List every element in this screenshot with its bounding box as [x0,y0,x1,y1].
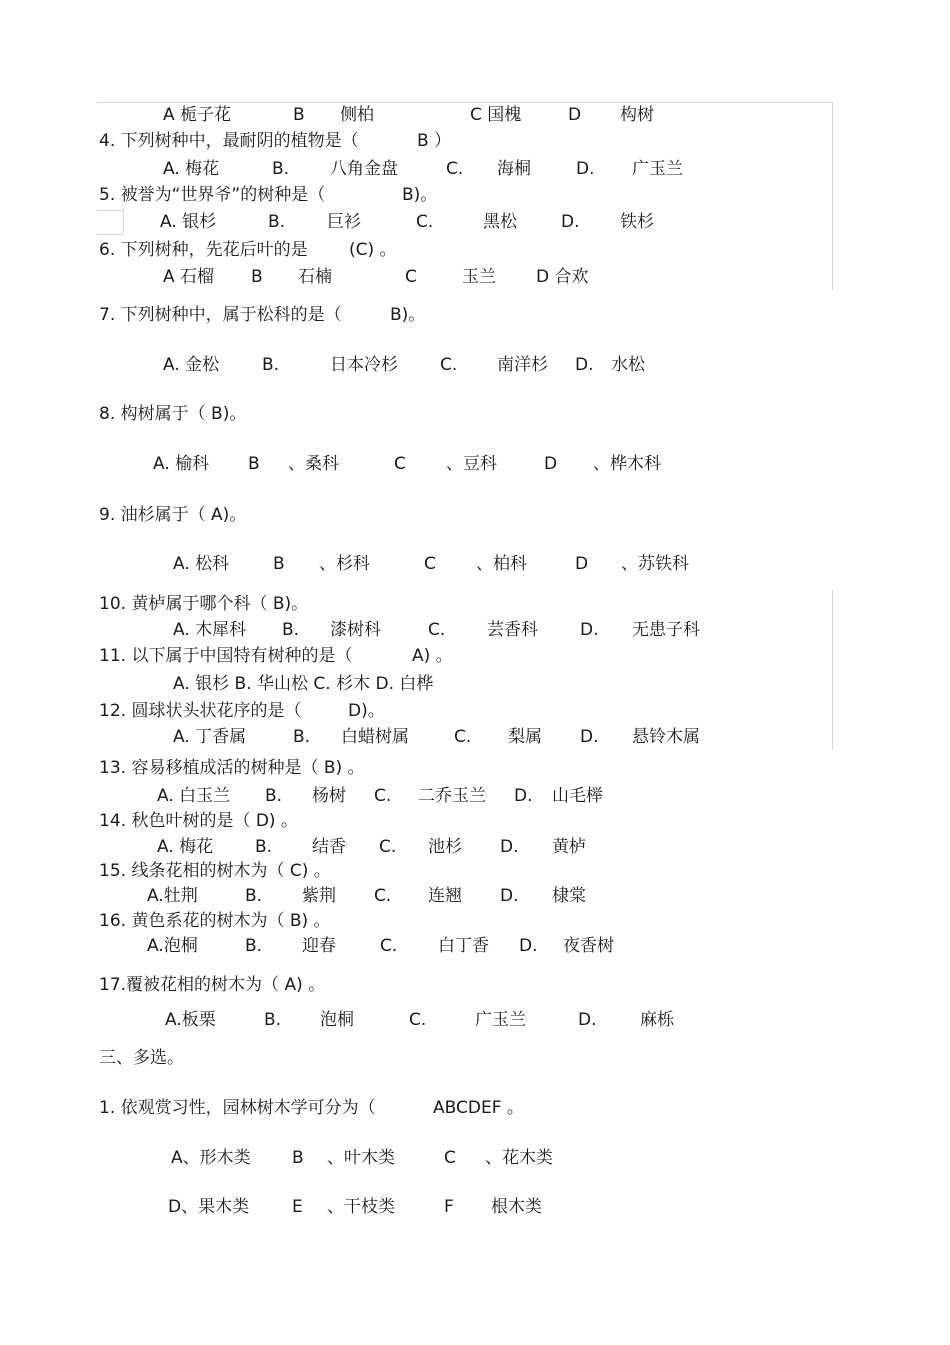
opts-4-segment: 广玉兰 [632,159,683,179]
opts-12-segment: 悬铃木属 [632,727,700,747]
opts-16-segment: 夜香树 [563,936,614,956]
answer-options-opts-11 [0,672,950,696]
opts-8-segment: C [394,454,406,474]
opts-14-segment: 池杉 [428,837,462,857]
opts-4-segment: 八角金盘 [330,159,398,179]
opts-16-segment: 迎春 [302,936,336,956]
opts-3-segment: D [568,105,582,125]
opts-17-segment: B. [264,1010,282,1030]
opts-5-segment: 巨衫 [327,212,361,232]
opts-15-segment: 紫荆 [302,886,336,906]
opts-12-segment: B. [293,727,311,747]
opts-15-segment: D. [500,886,519,906]
opts-9-segment: D [575,554,589,574]
opts-10-segment: D. [580,620,599,640]
q-7-segment: 7. 下列树种中，属于松科的是（ [99,305,342,325]
q-4-segment: B ） [417,131,452,151]
answer-options-opts-3 [0,103,950,127]
opts-14-segment: 黄栌 [552,837,586,857]
opts-10-segment: C. [428,620,446,640]
opts-14-segment: D. [500,837,519,857]
answer-options-opts-15 [0,884,950,908]
opts-4-segment: A. 梅花 [163,159,220,179]
question-q-15 [0,859,950,883]
opts-13-segment: 杨树 [312,786,346,806]
opts-8-segment: D [544,454,558,474]
opts-10-segment: 芸香科 [487,620,538,640]
opts-16-segment: D. [519,936,538,956]
opts-8-segment: A. 榆科 [153,454,210,474]
opts-9-segment: C [424,554,436,574]
opts-17-segment: 泡桐 [320,1010,354,1030]
answer-options-opts-10 [0,618,950,642]
section-3-segment: 三、多选。 [99,1048,184,1068]
opts-6-segment: D 合欢 [536,267,589,287]
question-q-8 [0,402,950,426]
answer-options-opts-9 [0,552,950,576]
mopts-1b-segment: 、干枝类 [327,1197,395,1217]
opts-9-segment: B [273,554,285,574]
answer-options-opts-14 [0,835,950,859]
answer-options-opts-6 [0,265,950,289]
opts-12-segment: 白蜡树属 [341,727,409,747]
question-q-14 [0,809,950,833]
opts-10-segment: A. 木犀科 [173,620,247,640]
q-12-segment: D)。 [348,701,385,721]
opts-16-segment: 白丁香 [438,936,489,956]
answer-options-opts-4 [0,157,950,181]
opts-15-segment: 棣棠 [552,886,586,906]
opts-13-segment: 二乔玉兰 [418,786,486,806]
opts-16-segment: C. [380,936,398,956]
q-4-segment: 4. 下列树种中，最耐阴的植物是（ [99,131,359,151]
answer-options-mopts-1a [0,1146,950,1170]
opts-6-segment: 玉兰 [462,267,496,287]
question-q-17 [0,973,950,997]
opts-4-segment: D. [576,159,595,179]
mopts-1b-segment: D、果木类 [168,1197,250,1217]
answer-options-opts-5 [0,210,950,234]
opts-7-segment: C. [440,355,458,375]
opts-4-segment: B. [272,159,290,179]
q-10-segment: 10. 黄栌属于哪个科（ B)。 [99,594,309,614]
q-17-segment: 17.覆被花相的树木为（ A) 。 [99,975,326,995]
mopts-1a-segment: 、花木类 [485,1148,553,1168]
opts-3-segment: C 国槐 [470,105,522,125]
mopts-1b-segment: E [292,1197,303,1217]
q-13-segment: 13. 容易移植成活的树种是（ B) 。 [99,758,365,778]
opts-7-segment: B. [262,355,280,375]
answer-options-opts-12 [0,725,950,749]
opts-17-segment: C. [409,1010,427,1030]
opts-12-segment: A. 丁香属 [173,727,247,747]
opts-14-segment: B. [255,837,273,857]
mq-1-segment: 1. 依观赏习性，园林树木学可分为（ [99,1098,376,1118]
question-q-7 [0,303,950,327]
q-14-segment: 14. 秋色叶树的是（ D) 。 [99,811,298,831]
opts-7-segment: 南洋杉 [497,355,548,375]
opts-8-segment: 、桦木科 [593,454,661,474]
mopts-1b-segment: F [444,1197,454,1217]
opts-13-segment: D. [514,786,533,806]
opts-13-segment: B. [265,786,283,806]
q-11-segment: 11. 以下属于中国特有树种的是（ [99,646,353,666]
opts-8-segment: 、桑科 [288,454,339,474]
question-q-16 [0,909,950,933]
mopts-1a-segment: A、形木类 [171,1148,251,1168]
q-6-segment: (C) 。 [349,240,397,260]
q-16-segment: 16. 黄色系花的树木为（ B) 。 [99,911,331,931]
opts-10-segment: 无患子科 [632,620,700,640]
question-q-6 [0,238,950,262]
opts-3-segment: 侧柏 [340,105,374,125]
opts-7-segment: A. 金松 [163,355,220,375]
answer-options-opts-13 [0,784,950,808]
q-15-segment: 15. 线条花相的树木为（ C) 。 [99,861,331,881]
mq-1-segment: ABCDEF 。 [433,1098,524,1118]
opts-6-segment: 石楠 [298,267,332,287]
mopts-1b-segment: 根木类 [491,1197,542,1217]
opts-7-segment: 日本冷杉 [330,355,398,375]
opts-16-segment: A.泡桐 [147,936,198,956]
mopts-1a-segment: 、叶木类 [327,1148,395,1168]
opts-10-segment: B. [282,620,300,640]
question-q-10 [0,592,950,616]
opts-5-segment: C. [416,212,434,232]
answer-options-opts-16 [0,934,950,958]
opts-17-segment: D. [578,1010,597,1030]
opts-9-segment: 、苏铁科 [621,554,689,574]
opts-12-segment: C. [454,727,472,747]
opts-14-segment: A. 梅花 [157,837,214,857]
opts-13-segment: C. [374,786,392,806]
question-q-12 [0,699,950,723]
opts-15-segment: C. [374,886,392,906]
opts-12-segment: D. [580,727,599,747]
opts-9-segment: A. 松科 [173,554,230,574]
q-12-segment: 12. 圆球状头状花序的是（ [99,701,302,721]
q-5-segment: 5. 被誉为“世界爷”的树种是（ [99,185,326,205]
opts-12-segment: 梨属 [508,727,542,747]
opts-5-segment: A. 银杉 [160,212,217,232]
opts-6-segment: C [405,267,417,287]
opts-17-segment: 麻栎 [640,1010,674,1030]
opts-7-segment: D. [575,355,594,375]
opts-17-segment: A.板栗 [165,1010,216,1030]
opts-15-segment: B. [245,886,263,906]
answer-options-opts-8 [0,452,950,476]
opts-9-segment: 、柏科 [476,554,527,574]
section-heading-section-3 [0,1046,950,1070]
opts-10-segment: 漆树科 [330,620,381,640]
mopts-1a-segment: B [292,1148,304,1168]
opts-14-segment: C. [379,837,397,857]
opts-5-segment: B. [268,212,286,232]
q-5-segment: B)。 [402,185,438,205]
opts-3-segment: A 栀子花 [163,105,232,125]
opts-14-segment: 结香 [312,837,346,857]
opts-15-segment: A.牡荆 [147,886,198,906]
opts-13-segment: 山毛榉 [552,786,603,806]
opts-3-segment: B [293,105,305,125]
opts-11-segment: A. 银杉 B. 华山松 C. 杉木 D. 白桦 [173,674,434,694]
opts-3-segment: 构树 [620,105,654,125]
q-11-segment: A) 。 [412,646,453,666]
question-q-11 [0,644,950,668]
opts-4-segment: C. [446,159,464,179]
opts-15-segment: 连翘 [428,886,462,906]
opts-4-segment: 海桐 [497,159,531,179]
opts-6-segment: A 石榴 [163,267,215,287]
q-7-segment: B)。 [390,305,426,325]
opts-13-segment: A. 白玉兰 [157,786,231,806]
question-mq-1 [0,1096,950,1120]
question-q-13 [0,756,950,780]
q-8-segment: 8. 构树属于（ B)。 [99,404,247,424]
opts-6-segment: B [251,267,263,287]
question-q-9 [0,503,950,527]
question-q-4 [0,129,950,153]
answer-options-opts-7 [0,353,950,377]
opts-5-segment: 铁杉 [620,212,654,232]
opts-16-segment: B. [245,936,263,956]
answer-options-opts-17 [0,1008,950,1032]
opts-5-segment: 黑松 [483,212,517,232]
opts-17-segment: 广玉兰 [475,1010,526,1030]
q-9-segment: 9. 油杉属于（ A)。 [99,505,247,525]
answer-options-mopts-1b [0,1195,950,1219]
opts-8-segment: 、豆科 [446,454,497,474]
opts-8-segment: B [248,454,260,474]
q-6-segment: 6. 下列树种，先花后叶的是 [99,240,308,260]
mopts-1a-segment: C [444,1148,456,1168]
question-q-5 [0,183,950,207]
opts-7-segment: 水松 [611,355,645,375]
opts-9-segment: 、杉科 [319,554,370,574]
opts-5-segment: D. [561,212,580,232]
